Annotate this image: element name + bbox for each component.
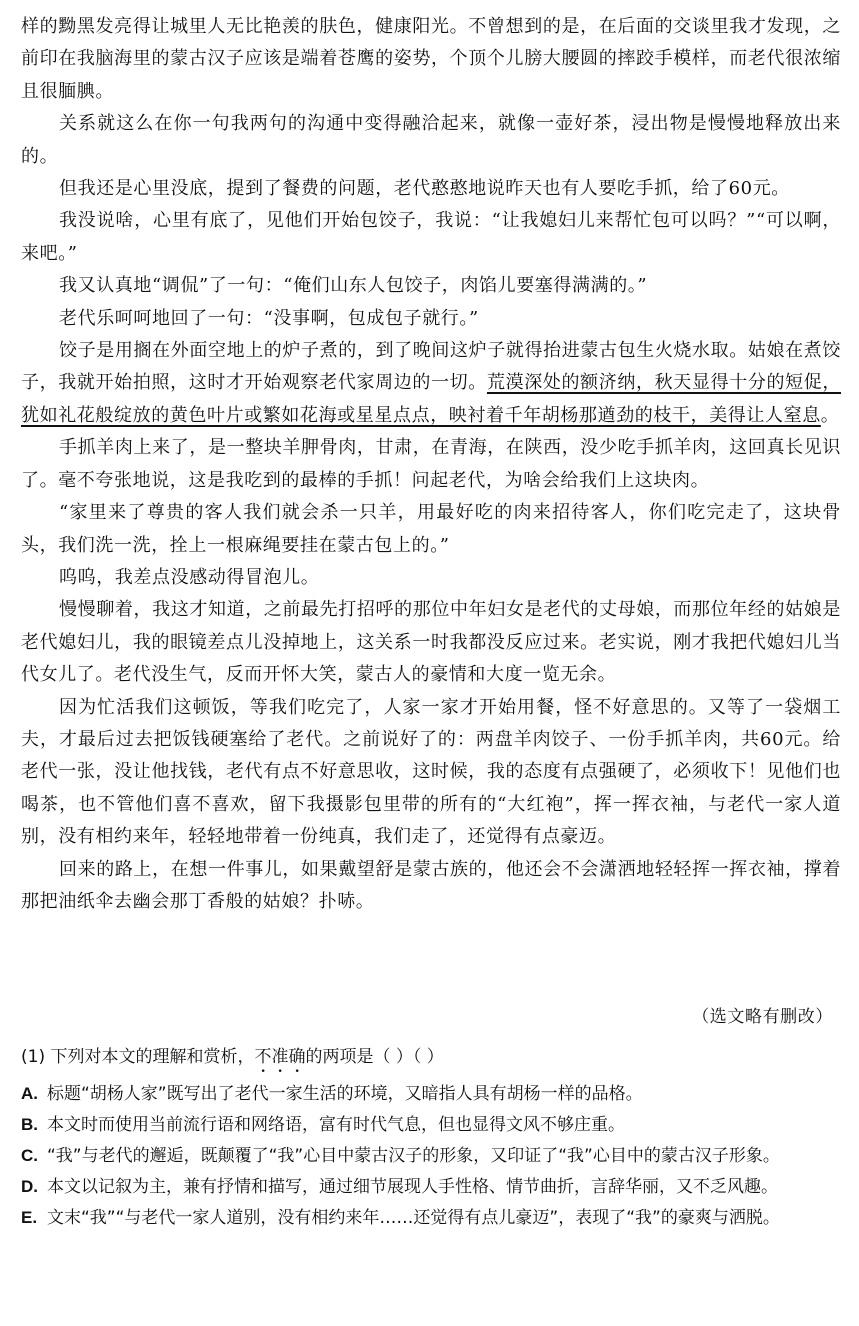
- option-text: “我”与老代的邂逅，既颠覆了“我”心目中蒙古汉子的形象，又印证了“我”心目中的蒙古汉子形象。: [47, 1146, 780, 1166]
- answer-option-b[interactable]: [21, 1110, 841, 1140]
- option-letter: A.: [21, 1084, 38, 1103]
- answer-option-e[interactable]: [21, 1203, 841, 1233]
- answer-option-a[interactable]: [21, 1079, 841, 1109]
- passage-paragraph: 因为忙活我们这顿饭，等我们吃完了，人家一家才开始用餐，怪不好意思的。又等了一袋烟工夫，才最后过去把饭钱硬塞给了老代。之前说好了的：两盘羊肉饺子、一份手抓羊肉，共60元。给老代一张，没让他找钱，老代有点不好意思收，这时候，我的态度有点强硬了，必须收下！见他们也喝茶，也不管他们喜不喜欢，留下我摄影包里带的所有的“大红袍”，挥一挥衣袖，与老代一家人道别，没有相约来年，轻轻地带着一份纯真，我们走了，还觉得有点豪迈。: [21, 696, 841, 848]
- option-letter: E.: [21, 1208, 38, 1227]
- passage-paragraph: 老代乐呵呵地回了一句：“没事啊，包成包子就行。”: [59, 307, 479, 329]
- passage-paragraph: 回来的路上，在想一件事儿，如果戴望舒是蒙古族的，他还会不会潇洒地轻轻挥一挥衣袖，撑着那把油纸伞去幽会那丁香般的姑娘？扑哧。: [21, 858, 841, 912]
- question-stem: (1) 下列对本文的理解和赏析，不准确的两项是（ ）（ ）: [21, 1047, 444, 1067]
- option-text: 本文时而使用当前流行语和网络语，富有时代气息，但也显得文风不够庄重。: [47, 1115, 625, 1135]
- passage-paragraph: 我没说啥，心里有底了，见他们开始包饺子，我说：“让我媳妇儿来帮忙包可以吗？”“可以啊，来吧。”: [21, 210, 841, 264]
- passage-paragraph-underlined: [21, 335, 841, 432]
- option-letter: B.: [21, 1115, 38, 1134]
- question-block: [21, 1042, 841, 1234]
- underlined-sentence: 荒漠深处的额济纳，秋天显得十分的短促，犹如礼花般绽放的黄色叶片或繁如花海或星星点点，映衬着千年胡杨那遒劲的枝干，美得让人窒息: [21, 372, 842, 426]
- option-letter: D.: [21, 1177, 38, 1196]
- option-text: 本文以记叙为主，兼有抒情和描写，通过细节展现人手性格、情节曲折，言辞华丽，又不乏风趣。: [47, 1177, 778, 1197]
- source-note: （选文略有删改）: [692, 1007, 833, 1027]
- passage-text: 。: [820, 404, 840, 426]
- passage-paragraph: 手抓羊肉上来了，是一整块羊胛骨肉，甘肃，在青海，在陕西，没少吃手抓羊肉，这回真长见识了。毫不夸张地说，这是我吃到的最棒的手抓！问起老代，为啥会给我们上这块肉。: [21, 437, 841, 491]
- option-text: 标题“胡杨人家”既写出了老代一家生活的环境，又暗指人具有胡杨一样的品格。: [47, 1084, 643, 1104]
- answer-option-c[interactable]: [21, 1141, 841, 1171]
- passage-paragraph: 我又认真地“调侃”了一句：“俺们山东人包饺子，肉馅儿要塞得满满的。”: [59, 275, 648, 297]
- option-text: 文末“我”“与老代一家人道别，没有相约来年……还觉得有点儿豪迈”，表现了“我”的豪爽与洒脱。: [47, 1208, 780, 1228]
- passage-paragraph: 呜呜，我差点没感动得冒泡儿。: [59, 566, 320, 588]
- passage-text: 饺子是用搁在外面空地上的炉子煮的，到了晚间这炉子就得抬进蒙古包生火烧水取。姑娘在煮饺子，我就开始拍照，这时才开始观察老代家周边的一切。: [21, 340, 841, 394]
- reading-passage: [21, 11, 841, 918]
- option-letter: C.: [21, 1146, 38, 1165]
- answer-option-d[interactable]: [21, 1172, 841, 1202]
- emphasis-text: 不准确: [254, 1047, 306, 1067]
- passage-paragraph: 样的黝黑发亮得让城里人无比艳羡的肤色，健康阳光。不曾想到的是，在后面的交谈里我才发现，之前印在我脑海里的蒙古汉子应该是端着苍鹰的姿势，个顶个儿膀大腰圆的摔跤手模样，而老代很浓缩且很腼腆。: [21, 16, 841, 102]
- passage-paragraph: “家里来了尊贵的客人我们就会杀一只羊，用最好吃的肉来招待客人，你们吃完走了，这块骨头，我们洗一洗，拴上一根麻绳要挂在蒙古包上的。”: [21, 502, 841, 556]
- passage-paragraph: 关系就这么在你一句我两句的沟通中变得融洽起来，就像一壶好茶，浸出物是慢慢地释放出来的。: [21, 113, 841, 167]
- passage-paragraph: 但我还是心里没底，提到了餐费的问题，老代憨憨地说昨天也有人要吃手抓，给了60元。: [59, 178, 790, 200]
- passage-paragraph: 慢慢聊着，我这才知道，之前最先打招呼的那位中年妇女是老代的丈母娘，而那位年经的姑娘是老代媳妇儿，我的眼镜差点儿没掉地上，这关系一时我都没反应过来。老实说，刚才我把代媳妇儿当代女儿了。老代没生气，反而开怀大笑，蒙古人的豪情和大度一览无余。: [21, 599, 841, 686]
